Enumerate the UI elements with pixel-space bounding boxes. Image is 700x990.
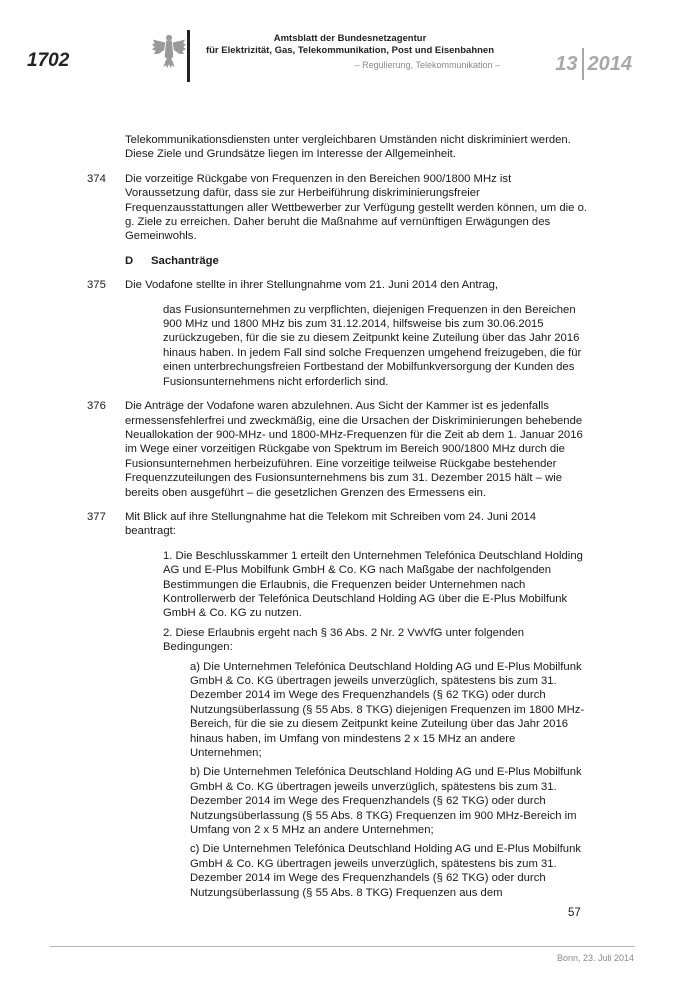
nested-quote	[190, 842, 587, 900]
nested-quote	[190, 660, 587, 761]
issue-year: 2014	[587, 52, 632, 75]
paragraph-text: Telekommunikationsdiensten unter vergleichbaren Umständen nicht diskriminiert werden. Diese Ziele und Grundsätze liegen im Interesse der Allgemeinheit.	[125, 134, 571, 161]
issue-number: 13	[555, 52, 578, 75]
publication-title	[200, 33, 500, 57]
block-quote	[163, 303, 587, 389]
block-quote	[163, 549, 587, 621]
paragraph-number: 374	[87, 172, 106, 185]
folio-number: 57	[568, 907, 581, 919]
nested-quote	[190, 765, 587, 837]
quote-text: b) Die Unternehmen Telefónica Deutschland Holding AG und E-Plus Mobilfunk GmbH & Co. KG übertragen jeweils unverzüglich, spätestens bis zum 31. Dezember 2014 im Wege des Frequenzhandels (§ 62 TKG) oder durch Nutzungsüberlassung (§ 55 Abs. 8 TKG) Frequenzen im 900 MHz-Bereich im Umfang von 2 x 5 MHz an andere Unternehmen;	[190, 766, 582, 837]
section-letter: D	[125, 254, 134, 267]
paragraph-377	[87, 510, 587, 539]
quote-text: das Fusionsunternehmen zu verpflichten, diejenigen Frequenzen in den Bereichen 900 MHz und 1800 MHz bis zum 31.12.2014, hilfsweise bis zum 30.06.2015 zurückzugeben, für die sie zu diesem Zeitpunkt keine Zuteilung über das Jahr 2016 hinaus haben. In jedem Fall sind solche Frequenzen umgehend freizugeben, die für einen unterbrechungsfreien Fortbestand der Mobilfunkversorgung der Kunden des Fusionsunternehmens nicht erforderlich sind.	[163, 303, 582, 388]
quote-text: c) Die Unternehmen Telefónica Deutschland Holding AG und E-Plus Mobilfunk GmbH & Co. KG übertragen jeweils unverzüglich, spätestens bis zum 31. Dezember 2014 im Wege des Frequenzhandels (§ 62 TKG) oder durch Nutzungsüberlassung (§ 55 Abs. 8 TKG) Frequenzen aus dem	[190, 843, 581, 899]
footer-divider	[50, 946, 635, 947]
block-quote	[163, 626, 587, 655]
header-divider	[187, 30, 190, 82]
section-subtitle: – Regulierung, Telekommunikation –	[354, 60, 500, 70]
paragraph-376	[87, 399, 587, 500]
publication-title-line1: Amtsblatt der Bundesnetzagentur	[273, 33, 427, 44]
footer-place-date: Bonn, 23. Juli 2014	[556, 953, 634, 963]
paragraph-375	[87, 278, 587, 292]
issue-label	[555, 48, 632, 80]
quote-text: 1. Die Beschlusskammer 1 erteilt den Unternehmen Telefónica Deutschland Holding AG und E-Plus Mobilfunk GmbH & Co. KG nach Maßgabe der nachfolgenden Bestimmungen die Erlaubnis, die Frequenzen beider Unternehmen nach Kontrollerwerb der Telefónica Deutschland Holding AG über die E-Plus Mobilfunk GmbH & Co. KG zu nutzen.	[163, 549, 583, 620]
quote-text: 2. Diese Erlaubnis ergeht nach § 36 Abs. 2 Nr. 2 VwVfG unter folgenden Bedingungen:	[163, 626, 525, 654]
paragraph-continuation	[87, 133, 587, 162]
paragraph-number: 377	[87, 510, 106, 523]
paragraph-text: Mit Blick auf ihre Stellungnahme hat die Telekom mit Schreiben vom 24. Juni 2014 beantragt:	[125, 510, 537, 538]
publication-title-line2: für Elektrizität, Gas, Telekommunikation, Post und Eisenbahnen	[205, 45, 495, 56]
page-number: 1702	[27, 50, 70, 71]
issue-divider	[582, 48, 584, 80]
paragraph-text: Die Anträge der Vodafone waren abzulehnen. Aus Sicht der Kammer ist es jedenfalls ermessensfehlerfrei und zweckmäßig, eine die Ursachen der Diskriminierungen behebende Neuallokation der 900-MHz- und 1800-MHz-Frequenzen für die Zeit ab dem 1. Januar 2016 im Wege einer vorzeitigen Rückgabe von Spektrum im Bereich 900/1800 MHz durch die Fusionsunternehmen herbeizuführen. Eine vorzeitige teilweise Rückgabe bestehender Frequenzzuteilungen des Fusionsunternehmens bis zum 31. Dezember 2015 hält – wie bereits oben ausgeführt – die gesetzlichen Grenzen des Ermessens ein.	[125, 400, 583, 499]
federal-eagle-emblem	[150, 32, 188, 70]
paragraph-374	[87, 172, 587, 244]
paragraph-number: 375	[87, 279, 106, 292]
paragraph-number: 376	[87, 400, 106, 413]
section-heading	[87, 254, 587, 268]
paragraph-text: Die vorzeitige Rückgabe von Frequenzen in den Bereichen 900/1800 MHz ist Voraussetzung dafür, dass sie zur Herbeiführung diskriminierungsfreier Frequenzausstattungen aller Wettbewerber zur Verfügung gestellt werden können, um die o. g. Ziele zu erreichen. Daher beruht die Maßnahme auf vernünftigen Erwägungen des Gemeinwohls.	[125, 172, 587, 243]
paragraph-text: Die Vodafone stellte in ihrer Stellungnahme vom 21. Juni 2014 den Antrag,	[125, 279, 499, 292]
quote-text: a) Die Unternehmen Telefónica Deutschland Holding AG und E-Plus Mobilfunk GmbH & Co. KG übertragen jeweils unverzüglich, spätestens bis zum 31. Dezember 2014 im Wege des Frequenzhandels (§ 62 TKG) oder durch Nutzungsüberlassung (§ 55 Abs. 8 TKG) diejenigen Frequenzen im 1800 MHz-Bereich, für die sie zu diesem Zeitpunkt keine Zuteilung über das Jahr 2016 hinaus haben, im Umfang von mindestens 2 x 15 MHz an andere Unternehmen;	[190, 660, 585, 760]
section-title: Sachanträge	[151, 254, 219, 267]
document-body	[87, 133, 587, 905]
